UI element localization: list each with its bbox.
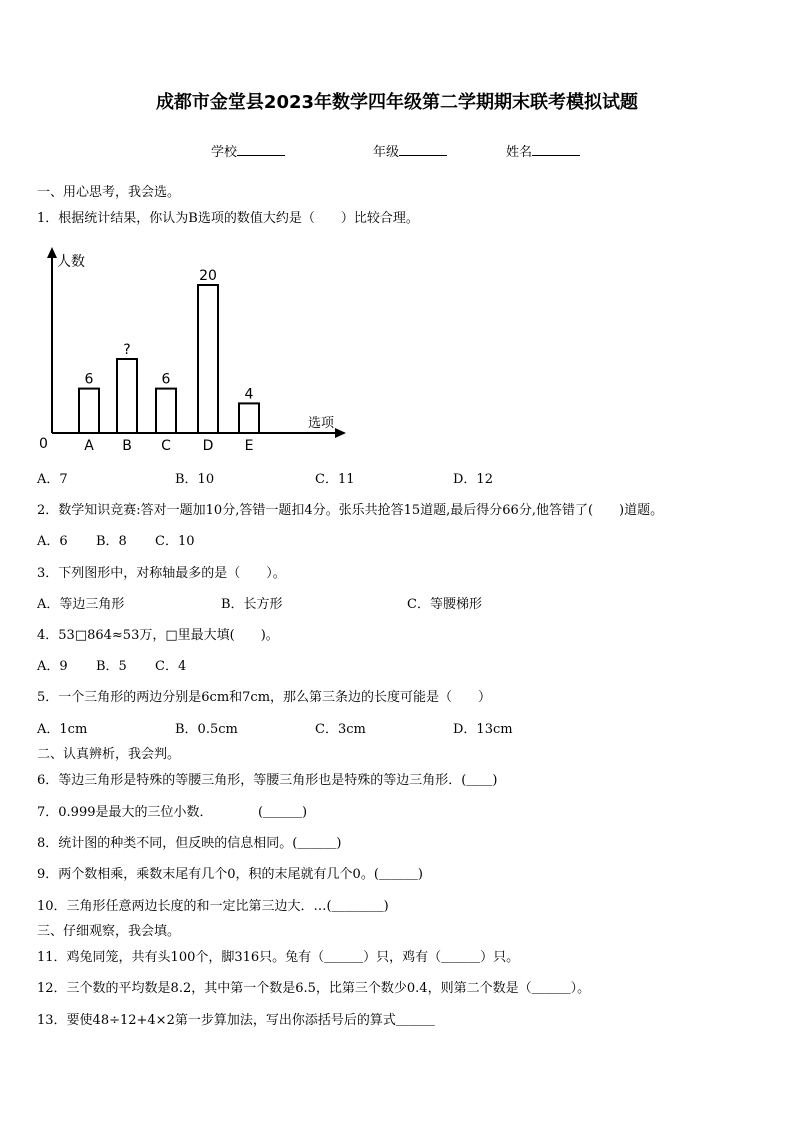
- question-8: 8．统计图的种类不同，但反映的信息相同。(＿＿＿): [37, 836, 342, 851]
- q3-option-b[interactable]: B．长方形: [221, 597, 283, 612]
- q1-option-c[interactable]: C．11: [315, 472, 355, 487]
- tick-label-e: E: [244, 438, 254, 454]
- data-label-a: 6: [84, 371, 94, 388]
- bar-c: [156, 389, 176, 433]
- bar-d: [198, 285, 218, 433]
- q3-option-c[interactable]: C．等腰梯形: [407, 597, 482, 612]
- question-10: 10．三角形任意两边长度的和一定比第三边大．…(＿＿＿＿): [37, 899, 389, 914]
- q4-option-a[interactable]: A．9: [37, 659, 68, 674]
- question-7: 7．0.999是最大的三位小数． (＿＿＿): [37, 805, 308, 820]
- name-field[interactable]: [506, 141, 580, 160]
- tick-label-a: A: [84, 438, 94, 454]
- section-1-heading: 一、用心思考，我会选。: [37, 185, 181, 200]
- question-9: 9．两个数相乘，乘数末尾有几个0，积的末尾就有几个0。(＿＿＿): [37, 867, 423, 882]
- q1-option-a[interactable]: A．7: [37, 472, 68, 487]
- x-axis-arrow: [335, 428, 346, 438]
- q2-option-c[interactable]: C．10: [155, 534, 195, 549]
- q1-option-d[interactable]: D．12: [453, 472, 493, 487]
- x-axis-label: 选项: [308, 416, 335, 431]
- question-12: 12．三个数的平均数是8.2，其中第一个数是6.5，比第三个数少0.4，则第二个数是（＿＿＿）。: [37, 981, 591, 996]
- bar-chart: [30, 245, 350, 460]
- page-title: 成都市金堂县2023年数学四年级第二学期期末联考模拟试题: [155, 92, 639, 113]
- q4-option-b[interactable]: B．5: [96, 659, 127, 674]
- q5-option-c[interactable]: C．3cm: [315, 722, 366, 737]
- bar-a: [79, 389, 99, 433]
- q3-option-a[interactable]: A．等边三角形: [37, 597, 125, 612]
- q2-option-a[interactable]: A．6: [37, 534, 68, 549]
- data-label-d: 20: [199, 268, 217, 284]
- name-label: 姓名: [506, 145, 533, 160]
- school-field[interactable]: [211, 141, 285, 160]
- question-11: 11．鸡兔同笼，共有头100个，脚316只。兔有（＿＿＿）只，鸡有（＿＿＿）只。: [37, 950, 520, 965]
- q1-option-b[interactable]: B．10: [175, 472, 215, 487]
- grade-label: 年级: [373, 145, 400, 160]
- q4-option-c[interactable]: C．4: [155, 659, 187, 674]
- data-label-c: 6: [161, 371, 171, 388]
- question-3: 3．下列图形中，对称轴最多的是（ ）。: [37, 566, 286, 581]
- school-label: 学校: [211, 145, 238, 160]
- question-13: 13．要使48÷12+4×2第一步算加法，写出你添括号后的算式＿＿＿: [37, 1013, 435, 1028]
- tick-label-b: B: [122, 438, 132, 454]
- q5-option-a[interactable]: A．1cm: [37, 722, 88, 737]
- question-1: 1．根据统计结果，你认为B选项的数值大约是（ ）比较合理。: [37, 211, 419, 226]
- tick-label-c: C: [161, 438, 171, 454]
- question-5: 5．一个三角形的两边分别是6cm和7cm，那么第三条边的长度可能是（ ）: [37, 690, 492, 705]
- y-axis-label: 人数: [57, 254, 85, 270]
- q5-option-d[interactable]: D．13cm: [453, 722, 513, 737]
- grade-field[interactable]: [373, 141, 447, 160]
- section-3-heading: 三、仔细观察，我会填。: [37, 924, 181, 939]
- origin-label: 0: [39, 436, 48, 452]
- section-2-heading: 二、认真辨析，我会判。: [37, 747, 181, 762]
- question-4: 4．53□864≈53万，□里最大填( )。: [37, 628, 279, 643]
- data-label-e: 4: [244, 386, 254, 403]
- bar-e: [239, 403, 259, 433]
- q2-option-b[interactable]: B．8: [96, 534, 127, 549]
- q5-option-b[interactable]: B．0.5cm: [175, 722, 238, 737]
- data-label-b: ?: [123, 342, 131, 358]
- question-6: 6．等边三角形是特殊的等腰三角形，等腰三角形也是特殊的等边三角形．(＿＿): [37, 773, 498, 788]
- tick-label-d: D: [202, 438, 214, 454]
- question-2: 2．数学知识竞赛:答对一题加10分,答错一题扣4分。张乐共抢答15道题,最后得分66分,他答错了( )道题。: [37, 503, 664, 518]
- bar-b: [117, 359, 137, 433]
- y-axis-arrow: [47, 247, 57, 258]
